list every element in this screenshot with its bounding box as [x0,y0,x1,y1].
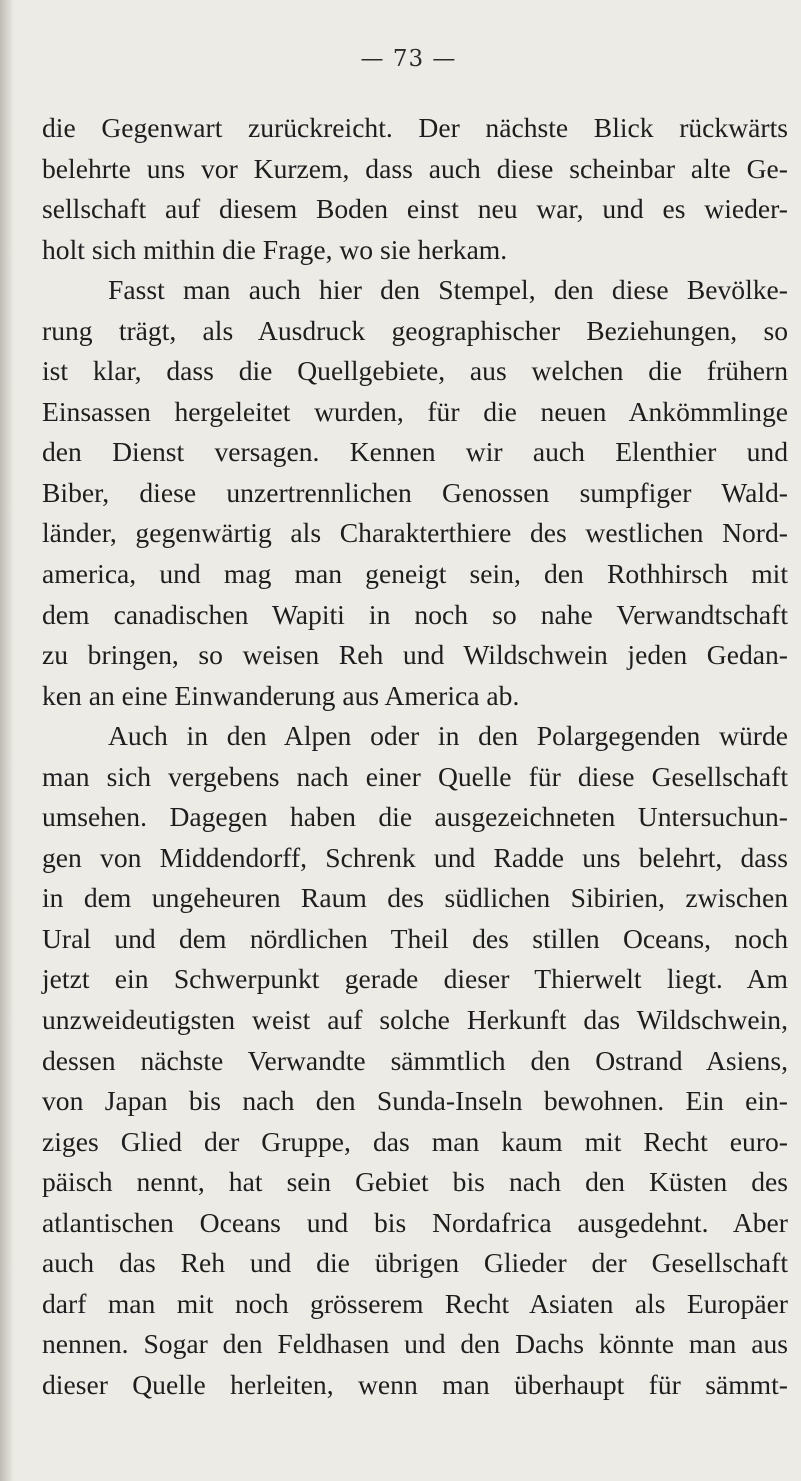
text-line: Biber, diese unzertrennlichen Genossen sumpfiger Wald- [42,476,788,508]
text-line: dessen nächste Verwandte sämmtlich den Ostrand Asiens, [42,1044,788,1076]
text-line: päisch nennt, hat sein Gebiet bis nach den Küsten des [42,1166,788,1198]
text-line: gen von Middendorff, Schrenk und Radde uns belehrt, dass [42,841,788,873]
text-line: umsehen. Dagegen haben die ausgezeichneten Untersuchun- [42,801,788,833]
text-line: rung trägt, als Ausdruck geographischer Beziehungen, so [42,314,788,346]
text-line: man sich vergebens nach einer Quelle für diese Gesellschaft [42,760,788,792]
text-line: zu bringen, so weisen Reh und Wildschwein jeden Gedan- [42,639,788,671]
text-line: in dem ungeheuren Raum des südlichen Sibirien, zwischen [42,882,788,914]
body-text [42,108,788,1406]
text-line: atlantischen Oceans und bis Nordafrica ausgedehnt. Aber [42,1206,788,1238]
text-line: unzweideutigsten weist auf solche Herkunft das Wildschwein, [42,1004,788,1036]
page-number: — 73 — [360,46,457,72]
text-line: dem canadischen Wapiti in noch so nahe Verwandtschaft [42,598,788,630]
text-line: nennen. Sogar den Feldhasen und den Dachs könnte man aus [42,1328,788,1360]
text-line: darf man mit noch grösserem Recht Asiaten als Europäer [42,1287,788,1319]
text-line: von Japan bis nach den Sunda-Inseln bewohnen. Ein ein- [42,1085,788,1117]
text-line: Einsassen hergeleitet wurden, für die neuen Ankömmlinge [42,395,788,427]
text-line: sellschaft auf diesem Boden einst neu war, und es wieder- [42,193,788,225]
text-line: ist klar, dass die Quellgebiete, aus welchen die frühern [42,355,788,387]
text-line: holt sich mithin die Frage, wo sie herkam. [42,233,508,265]
text-line: dieser Quelle herleiten, wenn man überhaupt für sämmt- [42,1368,788,1400]
text-line: den Dienst versagen. Kennen wir auch Elenthier und [42,436,788,468]
text-line: länder, gegenwärtig als Charakterthiere des westlichen Nord- [42,517,788,549]
text-line: jetzt ein Schwerpunkt gerade dieser Thierwelt liegt. Am [42,963,788,995]
text-line: ziges Glied der Gruppe, das man kaum mit Recht euro- [42,1125,788,1157]
text-line: die Gegenwart zurückreicht. Der nächste Blick rückwärts [42,112,788,143]
text-line: america, und mag man geneigt sein, den Rothhirsch mit [42,558,788,590]
text-line: auch das Reh und die übrigen Glieder der Gesellschaft [42,1247,788,1279]
text-line: Ural und dem nördlichen Theil des stillen Oceans, noch [42,922,788,954]
text-line: Auch in den Alpen oder in den Polargegenden würde [108,720,788,752]
text-line: Fasst man auch hier den Stempel, den diese Bevölke- [108,274,788,306]
text-line: belehrte uns vor Kurzem, dass auch diese scheinbar alte Ge- [42,152,788,184]
text-line: ken an eine Einwanderung aus America ab. [42,679,520,711]
page-gutter-shadow [0,0,14,1481]
